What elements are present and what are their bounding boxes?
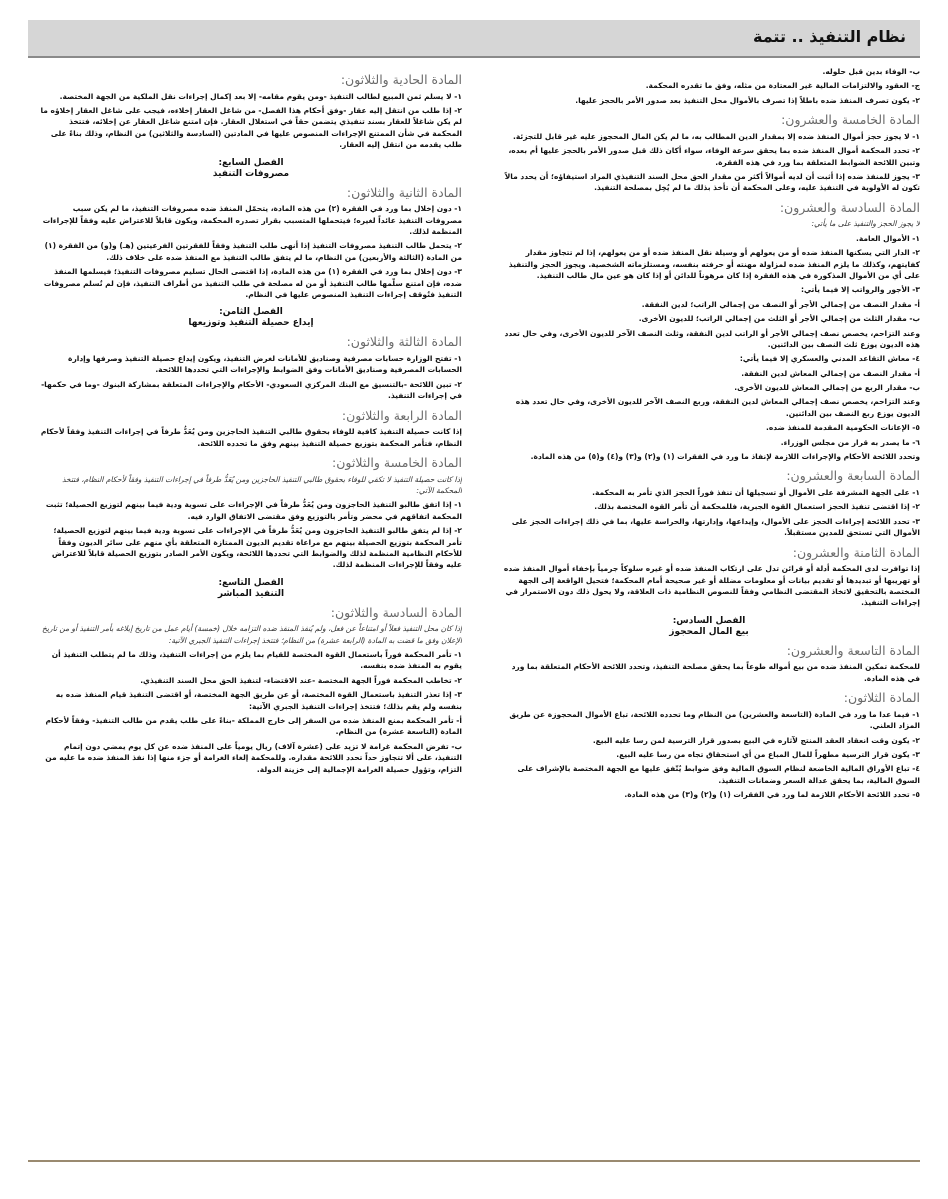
- article-paragraph: وتحدد اللائحة الأحكام والإجراءات اللازمة لإنفاذ ما ورد في الفقرات (١) و(٢) و(٣) و(٤) و(٥) من هذه المادة.: [530, 452, 920, 462]
- article-intro: إذا كان محل التنفيذ فعلاً أو امتناعاً عن فعل، ولم يُنفذ المنفذ ضده التزامه خلال (خمسة) أيام عمل من تاريخ إبلاغه بأمر التنفيذ أو من تاريخ الإعلان وفق ما قضت به المادة (الرابعة عشرة) من النظام؛ فتتخذ إجراءات التنفيذ الجبري الآتية:: [42, 624, 462, 645]
- right-column: [498, 66, 920, 1151]
- article-heading: المادة الخامسة والعشرون:: [781, 112, 920, 128]
- article-paragraph: ٢- تبين اللائحة -بالتنسيق مع البنك المركزي السعودي- الأحكام والإجراءات المتعلقة بمشاركة البنوك -وما في حكمها- في إجراءات التنفيذ.: [41, 379, 462, 401]
- article-paragraph: ٢- يكون تصرف المنفذ ضده باطلاً إذا تصرف بالأموال محل التنفيذ بعد صدور الأمر بالحجز عليها.: [575, 95, 920, 105]
- article-paragraph: ٤- معاش التقاعد المدني والعسكري إلا فيما يأتي:: [739, 354, 920, 364]
- article-paragraph: ١- تفتح الوزارة حسابات مصرفية وصناديق للأمانات لغرض التنفيذ، ويكون إيداع حصيلة التنفيذ وصرفها وإدارة الحسابات المصرفية وصناديق الأمانات وفق الضوابط والإجراءات التي تحددها اللائحة.: [68, 353, 462, 375]
- article-intro: لا يجوز الحجز والتنفيذ على ما يأتي:: [811, 219, 920, 229]
- article-heading: المادة الثالثة والثلاثون:: [346, 334, 462, 350]
- article-paragraph: ١- إذا اتفق طالبو التنفيذ الحاجزون ومن يُعَدُّ طرفاً في الإجراءات على تسوية ودية فيما بينهم لتوزيع الحصيلة؛ تثبت المحكمة اتفاقهم في محضر وتأمر بالتوزيع وفق مقتضى الاتفاق الوارد فيه.: [45, 500, 462, 521]
- article-paragraph: وعند التزاحم، يخصص نصف إجمالي الأجر أو الراتب لدين النفقة، وثلث النصف الآخر للديون الأخرى، وفي حال تعدد هذه الديون يوزع ثلث النصف بين الدائنين.: [504, 328, 920, 349]
- page-header: [28, 20, 920, 58]
- article-paragraph: ب- مقدار الثلث من إجمالي الأجر أو الثلث من إجمالي الراتب؛ للديون الأخرى.: [638, 314, 920, 324]
- article-paragraph: ٢- يكون وقت انعقاد العقد المنتج لآثاره في البيع بصدور قرار الترسية لمن رسا عليه البيع.: [592, 735, 920, 745]
- article-paragraph: ٢- إذا اقتضى تنفيذ الحجز استعمال القوة الجبرية، فللمحكمة أن تأمر القوة المختصة بذلك.: [594, 502, 920, 512]
- article-paragraph: ١- على الجهة المشرفة على الأموال أو تسجيلها أن تنفذ فوراً الحجز الذي تأمر به المحكمة.: [592, 488, 920, 498]
- article-heading: المادة السادسة والعشرون:: [779, 199, 920, 215]
- chapter-heading: الفصل السابع:: [218, 157, 284, 168]
- article-heading: المادة السادسة والثلاثون:: [330, 604, 462, 620]
- article-paragraph: ١- فيما عدا ما ورد في المادة (التاسعة والعشرين) من النظام وما تحدده اللائحة، تباع الأموال المحجوزة عن طريق المزاد العلني.: [509, 709, 920, 731]
- footer-divider: [28, 1160, 920, 1162]
- article-paragraph: ٤- تباع الأوراق المالية الخاضعة لنظام السوق المالية وفق ضوابط يُتّفق عليها مع الجهة المختصة بالإشراف على السوق المالية، بما يحقق عدالة السعر وضمانات التنفيذ.: [517, 764, 920, 785]
- article-paragraph: ١- تأمر المحكمة فوراً باستعمال القوة المختصة للقيام بما يلزم من إجراءات التنفيذ، وذلك ما لم يتطلب التنفيذ أن يقوم به المنفذ ضده بنفسه.: [51, 650, 462, 671]
- article-paragraph: ٣- يجوز للمنفذ ضده إذا أثبت أن لديه أموالاً أكثر من مقدار الحق محل السند التنفيذي المراد استيفاؤه؛ أن يحدد مالاً تكون له الأولوية في التنفيذ عليه، وعلى المحكمة أن تأخذ بذلك ما لم يُخِل بمصلحة التنفيذ.: [504, 171, 920, 193]
- page-title: نظام التنفيذ .. تتمة: [752, 27, 906, 46]
- article-paragraph: ٢- تحدد المحكمة أموال المنفذ ضده بما يحقق سرعة الوفاء، سواء أكان ذلك قبل صدور الأمر بالحجز عليها أم بعده، وتبين اللائحة الضوابط المتعلقة بما ورد في هذه الفقرة.: [508, 146, 920, 167]
- article-paragraph: ٢- إذا طلب من انتقل إليه عقار -وفق أحكام هذا الفصل- من شاغل العقار إخلاءه، فيجب على شاغل العقار إخلاؤه ما لم يكن شاغلاً للعقار بسند تنفيذي يتضمن حقاً في استغلال العقار. فإن امتنع شاغل العقار عن إخلائه، فتتخذ المحكمة في شأن الممتنع الإجراءات المنصوص عليها في المادتين (السادسة والثلاثين) من النظام، وذلك بناءً على طلب يقدمه من انتقل إليه العقار.: [40, 106, 462, 150]
- article-paragraph: ب- تفرض المحكمة غرامة لا تزيد على (عشرة آلاف) ريال يومياً على المنفذ ضده عن كل يوم يمضي دون إتمام التنفيذ، على ألا تتجاوز حداً تحدد اللائحة مقداره. وللمحكمة إلغاء الغرامة أو جزء منها إذا نفذ المنفذ ضده ما عليه من التزام، وتؤول حصيلة الغرامة الإجمالية إلى خزينة الدولة.: [45, 741, 462, 774]
- article-paragraph: ١- الأموال العامة.: [856, 233, 920, 243]
- article-paragraph: للمحكمة تمكين المنفذ ضده من بيع أمواله طوعاً بما يحقق مصلحة التنفيذ، وتحدد اللائحة الأحكام المتعلقة بما ورد في هذه المادة.: [511, 662, 920, 683]
- article-intro: إذا كانت حصيلة التنفيذ لا تكفي للوفاء بحقوق طالبي التنفيذ الحاجزين ومن يُعَدُّ طرفاً في إجراءات التنفيذ وفقاً لأحكام النظام، فتتخذ المحكمة الآتي:: [62, 474, 462, 495]
- article-paragraph: ١- دون إخلال بما ورد في الفقرة (٢) من هذه المادة، يتحمّل المنفذ ضده مصروفات التنفيذ، ما لم يكن سبب مصروفات التنفيذ عائداً لغيره؛ فيتحملها المتسبب بقرار تصدره المحكمة، ويكون قابلاً للاعتراض عليه وفقاً للإجراءات المنظمة لذلك.: [42, 204, 462, 236]
- chapter-title: التنفيذ المباشر: [217, 588, 285, 599]
- article-heading: المادة الخامسة والثلاثون:: [332, 454, 462, 470]
- chapter-title: إيداع حصيلة التنفيذ وتوزيعها: [188, 318, 314, 329]
- article-heading: المادة الثانية والثلاثون:: [346, 184, 462, 200]
- article-heading: المادة التاسعة والعشرون:: [786, 642, 920, 658]
- left-column: [40, 66, 462, 1151]
- article-paragraph: ٣- تحدد اللائحة إجراءات الحجز على الأموال، وإيداعها، وإدارتها، والحراسة عليها، بما في ذلك إجراءات الحجز على الأموال التي تستحق للمدين مستقبلاً.: [511, 516, 920, 538]
- chapter-heading: الفصل الثامن:: [219, 307, 283, 318]
- article-paragraph: ١- لا يجوز حجز أموال المنفذ ضده إلا بمقدار الدين المطالب به، ما لم يكن المال المحجوز عليه غير قابل للتجزئة.: [512, 131, 920, 141]
- chapter-heading: الفصل التاسع:: [218, 577, 284, 588]
- article-heading: المادة الثلاثون:: [843, 690, 920, 706]
- article-paragraph: ج- العقود والالتزامات المالية غير المعتادة من مثله، وفق ما تقدره المحكمة.: [645, 81, 920, 91]
- article-paragraph: إذا توافرت لدى المحكمة أدلة أو قرائن تدل على ارتكاب المنفذ ضده أو غيره سلوكاً جرمياً بإخفاء أموال المنفذ ضده أو تهريبها أو تبديدها أو تقديم بيانات أو معلومات مضللة أو غير صحيحة أمام المحكمة؛ فتحيل الواقعة إلى الجهة المختصة بالتحقيق لاتخاذ المقتضى النظامي وفقاً للنصوص النظامية ذات العلاقة، ولا يحول ذلك دون الاستمرار في إجراءات التنفيذ.: [503, 564, 920, 608]
- article-paragraph: ب- الوفاء بدين قبل حلوله.: [822, 67, 920, 76]
- article-paragraph: ١- لا يسلم ثمن المبيع لطالب التنفيذ -ومن يقوم مقامه- إلا بعد إكمال إجراءات نقل الملكية من الجهة المختصة.: [59, 91, 462, 101]
- article-paragraph: أ- مقدار النصف من إجمالي المعاش لدين النفقة.: [741, 368, 920, 378]
- article-heading: المادة السابعة والعشرون:: [786, 468, 920, 484]
- article-paragraph: ٣- إذا تعذر التنفيذ باستعمال القوة المختصة، أو عن طريق الجهة المختصة، أو اقتضى التنفيذ قيام المنفذ ضده به بنفسه ولم يقم بذلك؛ فتتخذ إجراءات التنفيذ الجبري الآتية:: [55, 690, 462, 711]
- chapter-title: مصروفات التنفيذ: [212, 168, 290, 179]
- article-paragraph: ٣- الأجور والرواتب إلا فيما يأتي:: [800, 285, 920, 295]
- chapter-title: بيع المال المحجوز: [669, 626, 749, 637]
- article-paragraph: ٦- ما يصدر به قرار من مجلس الوزراء.: [780, 437, 920, 447]
- article-paragraph: ٢- الدار التي يسكنها المنفذ ضده أو من يعولهم أو وسيلة نقل المنفذ ضده أو من يعولهم، إذا لم تتجاوز مقدار كفايتهم، وكذلك ما يلزم المنفذ ضده لمزاولة مهنته أو حرفته بنفسه، ومستلزماته الشخصية. ويجوز الحجز والتنفيذ على أي من الأموال المذكورة في هذه الفقرة إذا كان مرهوناً للدائن أو إذا كان هو عين مال طالب التنفيذ.: [508, 248, 920, 280]
- article-paragraph: ٢- يتحمل طالب التنفيذ مصروفات التنفيذ إذا أنهى طلب التنفيذ وفقاً للفقرتين الفرعيتين (هـ) و(و) من الفقرة (١) من المادة (الثالثة والأربعين) من النظام، ما لم يتفق طالب التنفيذ مع المنفذ ضده على خلاف ذلك.: [44, 241, 462, 262]
- article-paragraph: ٣- يكون قرار الترسية مطهراً للمال المباع من أي استحقاق تجاه من رسا عليه البيع.: [616, 749, 920, 759]
- chapter-heading: الفصل السادس:: [672, 615, 746, 626]
- article-heading: المادة الرابعة والثلاثون:: [341, 407, 462, 423]
- article-paragraph: ٢- إذا لم يتفق طالبو التنفيذ الحاجزون ومن يُعَدُّ طرفاً في الإجراءات على تسوية ودية فيما بينهم لتوزيع الحصيلة؛ تأمر المحكمة بتوزيع الحصيلة بينهم مع مراعاة تقديم الديون الممتازة المتعلقة بأي منهم على سائر الديون وفقاً للأحكام النظامية المنظمة لذلك والضوابط التي تحددها اللائحة، ويكون الأمر الصادر بتوزيع الحصيلة قابلاً للاعتراض عليه وفقاً للإجراءات المنظمة لذلك.: [51, 526, 462, 570]
- article-heading: المادة الحادية والثلاثون:: [340, 72, 462, 87]
- article-paragraph: ٥- تحدد اللائحة الأحكام اللازمة لما ورد في الفقرات (١) و(٢) و(٣) من هذه المادة.: [624, 790, 920, 800]
- article-paragraph: وعند التزاحم، يخصص نصف إجمالي المعاش لدين النفقة، وربع النصف الآخر للديون الأخرى، وفي حال تعدد هذه الديون يوزع ربع النصف بين الدائنين.: [515, 397, 920, 418]
- article-paragraph: أ- مقدار النصف من إجمالي الأجر أو النصف من إجمالي الراتب؛ لدين النفقة.: [641, 299, 920, 309]
- article-paragraph: إذا كانت حصيلة التنفيذ كافية للوفاء بحقوق طالبي التنفيذ الحاجزين ومن يُعَدُّ طرفاً في إجراءات التنفيذ وفقاً لأحكام النظام، فتأمر المحكمة بتوزيع حصيلة التنفيذ بينهم وفق ما تحدده اللائحة.: [40, 427, 462, 448]
- article-paragraph: ب- مقدار الربع من إجمالي المعاش للديون الأخرى.: [734, 383, 920, 393]
- article-heading: المادة الثامنة والعشرون:: [792, 544, 920, 560]
- article-paragraph: ٥- الإعانات الحكومية المقدمة للمنفذ ضده.: [765, 423, 920, 433]
- article-paragraph: أ- تأمر المحكمة بمنع المنفذ ضده من السفر إلى خارج المملكة -بناءً على طلب يقدم من طالب التنفيذ- وفقاً لأحكام المادة (التاسعة عشرة) من النظام.: [45, 716, 462, 737]
- article-paragraph: ٣- دون إخلال بما ورد في الفقرة (١) من هذه المادة، إذا اقتضى الحال تسليم مصروفات التنفيذ؛ فيسلمها المنفذ ضده، فإن امتنع سلّمها طالب التنفيذ أو من له مصلحة في طلب التنفيذ من أطراف التنفيذ، فإن لم تُسلم مصروفات التنفيذ فتُوقف إجراءات التنفيذ المنصوص عليها في النظام.: [43, 267, 462, 299]
- article-paragraph: ٢- تخاطب المحكمة فوراً الجهة المختصة -عند الاقتضاء- لتنفيذ الحق محل السند التنفيذي.: [140, 675, 462, 685]
